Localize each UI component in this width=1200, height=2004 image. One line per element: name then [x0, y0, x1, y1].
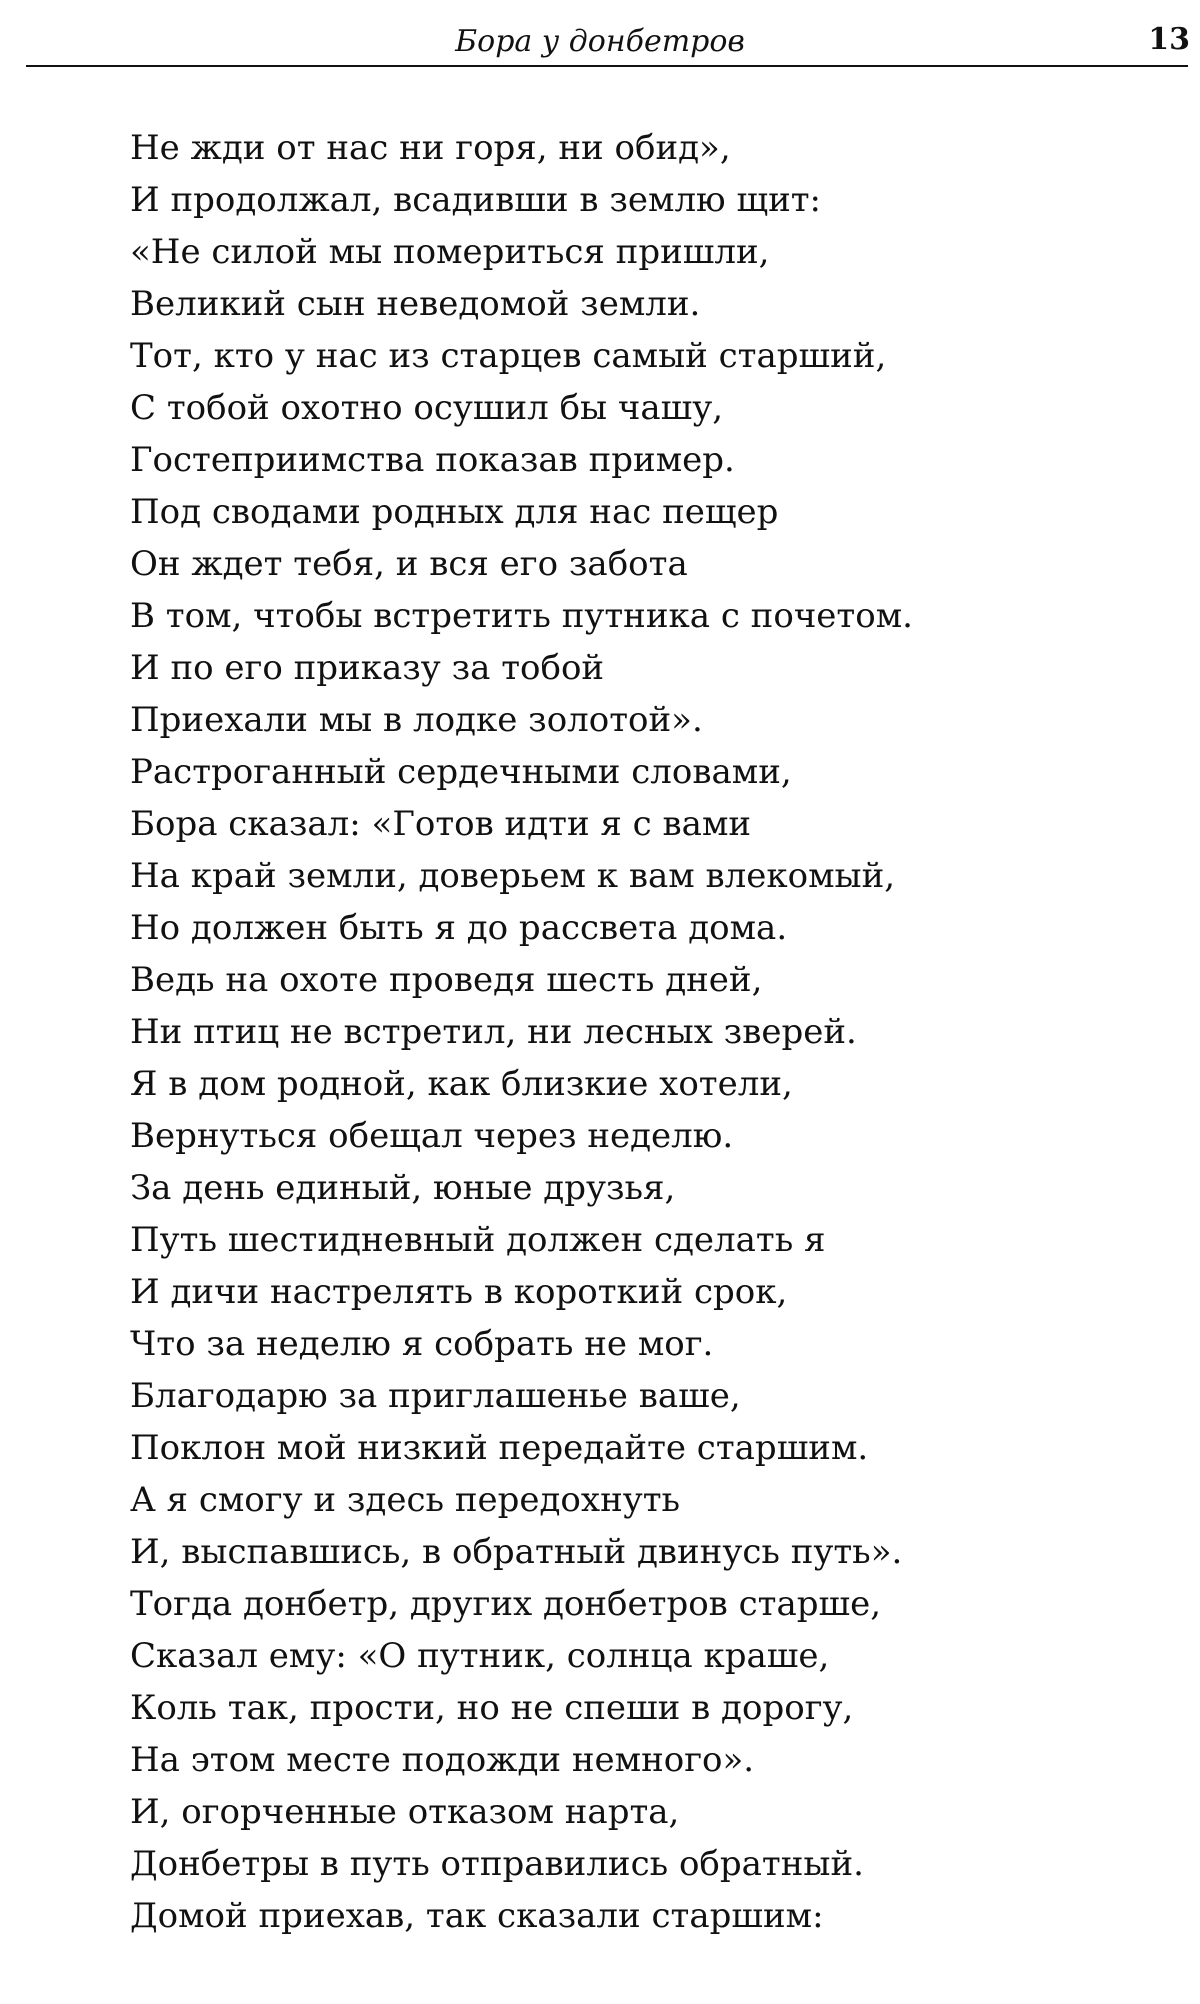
- poem-line-18: Ни птиц не встретил, ни лесных зверей.: [130, 1012, 857, 1052]
- poem-line-22: Путь шестидневный должен сделать я: [130, 1220, 826, 1260]
- poem-line-28: И, выспавшись, в обратный двинусь путь».: [130, 1532, 903, 1572]
- poem-line-5: Тот, кто у нас из старцев самый старший,: [130, 336, 887, 376]
- poem-line-16: Но должен быть я до рассвета дома.: [130, 908, 788, 948]
- header-rule: [26, 65, 1188, 67]
- poem-line-3: «Не силой мы помериться пришли,: [130, 232, 770, 272]
- poem-line-7: Гостеприимства показав пример.: [130, 440, 735, 480]
- poem-line-21: За день единый, юные друзья,: [130, 1168, 676, 1208]
- poem-line-34: Донбетры в путь отправились обратный.: [130, 1844, 864, 1884]
- poem-line-19: Я в дом родной, как близкие хотели,: [130, 1064, 793, 1104]
- poem-line-12: Приехали мы в лодке золотой».: [130, 700, 703, 740]
- poem-line-10: В том, чтобы встретить путника с почетом.: [130, 596, 913, 636]
- poem-line-30: Сказал ему: «О путник, солнца краше,: [130, 1636, 830, 1676]
- poem-line-29: Тогда донбетр, других донбетров старше,: [130, 1584, 882, 1624]
- poem-line-32: На этом месте подожди немного».: [130, 1740, 755, 1780]
- poem-line-27: А я смогу и здесь передохнуть: [130, 1480, 681, 1520]
- poem-line-2: И продолжал, всадивши в землю щит:: [130, 180, 821, 220]
- poem-line-20: Вернуться обещал через неделю.: [130, 1116, 734, 1156]
- poem-line-9: Он ждет тебя, и вся его забота: [130, 544, 688, 584]
- poem-line-31: Коль так, прости, но не спеши в дорогу,: [130, 1688, 854, 1728]
- poem-line-25: Благодарю за приглашенье ваше,: [130, 1376, 741, 1416]
- running-title: Бора у донбетров: [455, 24, 745, 59]
- poem-line-8: Под сводами родных для нас пещер: [130, 492, 779, 532]
- poem-line-26: Поклон мой низкий передайте старшим.: [130, 1428, 869, 1468]
- poem-line-4: Великий сын неведомой земли.: [130, 284, 701, 324]
- running-head: [0, 24, 1200, 60]
- poem-line-13: Растроганный сердечными словами,: [130, 752, 792, 792]
- poem-line-17: Ведь на охоте проведя шесть дней,: [130, 960, 763, 1000]
- poem-line-23: И дичи настрелять в короткий срок,: [130, 1272, 788, 1312]
- poem-text: [130, 122, 1160, 1942]
- poem-line-15: На край земли, доверьем к вам влекомый,: [130, 856, 896, 896]
- page-number: 13: [1148, 22, 1190, 57]
- poem-line-24: Что за неделю я собрать не мог.: [130, 1324, 714, 1364]
- poem-line-33: И, огорченные отказом нарта,: [130, 1792, 680, 1832]
- poem-line-14: Бора сказал: «Готов идти я с вами: [130, 804, 752, 844]
- poem-line-11: И по его приказу за тобой: [130, 648, 605, 688]
- poem-line-1: Не жди от нас ни горя, ни обид»,: [130, 128, 731, 168]
- poem-line-6: С тобой охотно осушил бы чашу,: [130, 388, 724, 428]
- poem-line-35: Домой приехав, так сказали старшим:: [130, 1896, 824, 1936]
